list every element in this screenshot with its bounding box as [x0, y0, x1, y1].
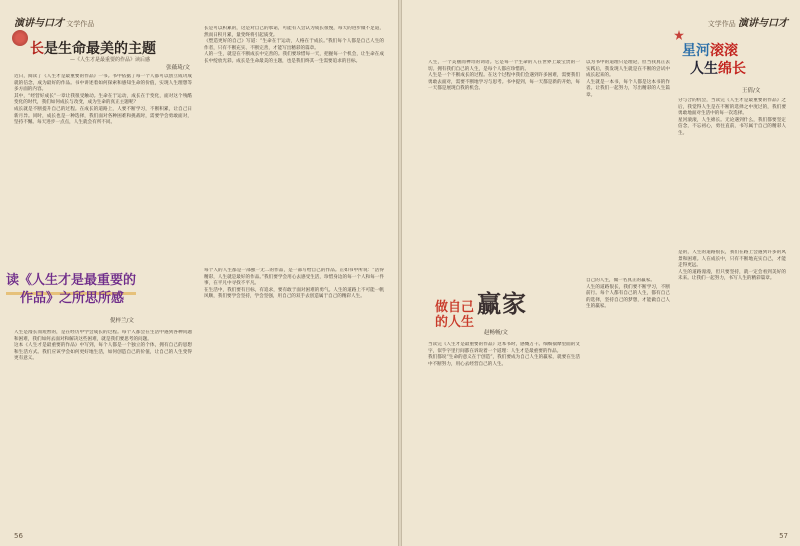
article3-column-3: [428, 342, 580, 530]
article3-body-4: 自己的人生，做一名真正的赢家。 人生的道路很长，我们要不断学习，不断前行。每个人都有自己的人生，都有自己的选择，坚持自己的梦想，才能做自己人生的赢家。: [586, 278, 670, 310]
article4-author: 王倩/文: [742, 88, 761, 94]
article3-title-big-wrap: [477, 289, 527, 318]
page-number-right: 57: [779, 532, 788, 540]
article3-title-big: 赢家: [477, 289, 527, 318]
article4-body-1: 分与合的机会，当读完《人生才是最重要的作品》之后，我觉得人生是在不断的选择之中度过的，我们要勇敢地面对生活中的每一次选择。 星河滚滚，人生绵长。无论遇到什么，我们都要坚定信念，不忘初心，勇往直前，书写属于自己的精彩人生。: [678, 98, 786, 136]
article2-title-line1: 读《人生才是最重要的: [6, 273, 137, 288]
article3-column-4: [586, 278, 670, 530]
article1-subtitle-block: [70, 56, 190, 71]
section-name-right: 文学作品: [707, 20, 736, 28]
section-name: 文学作品: [66, 20, 95, 28]
article2-column-2: [204, 268, 384, 530]
article3-body-2: 以为书中的道理只是理论，但当我真正去实践后，我发现人生就是在不断的尝试中成长起来的。 人生就是一本书，每个人都是这本书的作者。让我们一起努力，写出精彩的人生篇章。: [586, 60, 670, 98]
article1-author: 张薇琦/文: [166, 65, 190, 71]
magazine-name: 演讲与口才: [14, 18, 64, 29]
article4-column-2: [678, 250, 786, 530]
article2-body-1: 人生是漫长而短暂的，是在经历中学会成长的过程。每个人都会在生活中遇到各种问题和困难，我们如何去面对和解决这些困难，就是我们要思考的问题。 这本《人生才是最重要的作品》中写到，每个人都是一个独立的个体，拥有自己的思想和生活方式。我们应该学会如何更好地生活，如何创造自己的价值，让自己的人生变得更有意义。: [14, 330, 192, 362]
star-icon: [674, 30, 684, 40]
article2-author: 倪梓兰/文: [110, 318, 134, 324]
article3-title-line2: 的人生: [435, 315, 475, 330]
article1-title-highlight: 长: [30, 41, 44, 57]
page-number-left: 56: [14, 532, 23, 540]
article4-title-word2: 滚滚: [710, 43, 738, 59]
article4-title-word4: 绵长: [718, 61, 746, 77]
article1-column-2: [204, 26, 384, 256]
article3-title: [435, 300, 474, 330]
article3-column-2: [586, 60, 670, 270]
article2-column-1: [14, 330, 192, 530]
article1-body-2: 长是可以积累的，这是对自己的承诺，可能有人会认为成长很慢，每天的进步微不足道，然而日积月累，量变终将引起质变。 《塑造更好的自己》写道：“生命在于运动，人格在于成长。”我们每个人都是自己人生的作者，只有不断充实、不断完善，才能写出精彩的篇章。 人的一生，就是在不断成长中完善的。我们要珍惜每一天，把握每一个机会，让生命在成长中绽放光彩。成长是生命最美的主题，也是我们终其一生需要追求的目标。: [204, 26, 384, 64]
article1-column-1: [14, 74, 192, 259]
right-header: [708, 14, 788, 29]
article4-title: [682, 42, 746, 78]
article1-body-1: 近日，阅读了《人生才是最重要的作品》一书。书中依据了每一个人都可以创立成功成就的信念，成为最好的作品。书中讲述着如何探索和感知生命的价值，实现人生理想等多方面的内容。 其中，“经营好成长”一章让我很受触动。生命在于运动，成长在于变化，面对这个残酷变化的时代，我们如何成长与改变，成为生命的真正主题呢？ 成长就是不断提升自己的过程。在成长的道路上，人要不断学习，不断积累，让自己日新月异。同时，成长也是一种选择，我们面对各种困难和挑战时，需要学会勇敢面对，坚持不懈。每天进步一点点，人生就会有所不同。: [14, 74, 192, 126]
article3-column-1: [428, 60, 580, 270]
left-header: [14, 14, 94, 29]
article1-title-text: 是生命最美的主题: [44, 41, 156, 57]
article2-title-line2: 作品》之所思所感: [20, 291, 125, 306]
article4-title-word1: 星河: [682, 43, 710, 59]
red-seal-icon: [12, 30, 28, 46]
article2-body-2: 每个人的人生都是一部独一无二的作品，是一部写给自己的作品。正如书中所说：“活得精彩，人生就是最好的作品。”我们要学会用心去感受生活，珍惜身边的每一个人和每一件事，在平凡中寻找不平凡。 在生活中，我们要有目标，有追求，要有敢于面对困难的勇气。人生的道路上不可能一帆风顺，我们要学会坚持，学会坚强，用自己的双手去创造属于自己的精彩人生。: [204, 268, 384, 300]
magazine-name-right: 演讲与口才: [738, 18, 788, 29]
article3-author: 赵畅畅/文: [484, 330, 508, 336]
article1-subtitle: —《人生才是最重要的作品》读后感: [70, 57, 151, 63]
left-page: [0, 0, 398, 546]
article3-body-3: 当读完《人生才是最重要的作品》这本书时，感慨万千。细细揣摩里面的文字，似乎字里行间都在诉说着一个道理：人生才是最重要的作品。 我们都说“生命的意义在于创造”，我们要成为自己人生的赢家，就要在生活中不断努力，用心去经营自己的人生。: [428, 342, 580, 367]
article3-title-line1: 做自己: [435, 300, 475, 315]
article1-title: [30, 38, 156, 58]
article3-body-1: 人生，一个美丽而神奇的词语。它是每一个生命的人在世界上最宝贵的一切。拥有我们自己的人生，是每个人都应珍惜的。 人生是一个不断成长的过程。在这个过程中我们会遇到许多困难，需要我们勇敢去面对，需要不断地学习与思考。书中提到，每一天都是新的开始，每一天都是展现自我的机会。: [428, 60, 580, 92]
right-page: [402, 0, 800, 546]
article2-title: [6, 272, 156, 308]
article4-column-1: [678, 98, 786, 244]
article4-title-word3: 人生: [690, 61, 718, 77]
article4-body-2: 是的，人生的道路很长，我们在路上会遇到许多的风景和困难。人在成长中，只有不断地充实自己，才能走得更远。 人生的道路漫漫，但只要坚持，就一定会看到美好的未来。让我们一起努力，书写人生的精彩篇章。: [678, 250, 786, 282]
